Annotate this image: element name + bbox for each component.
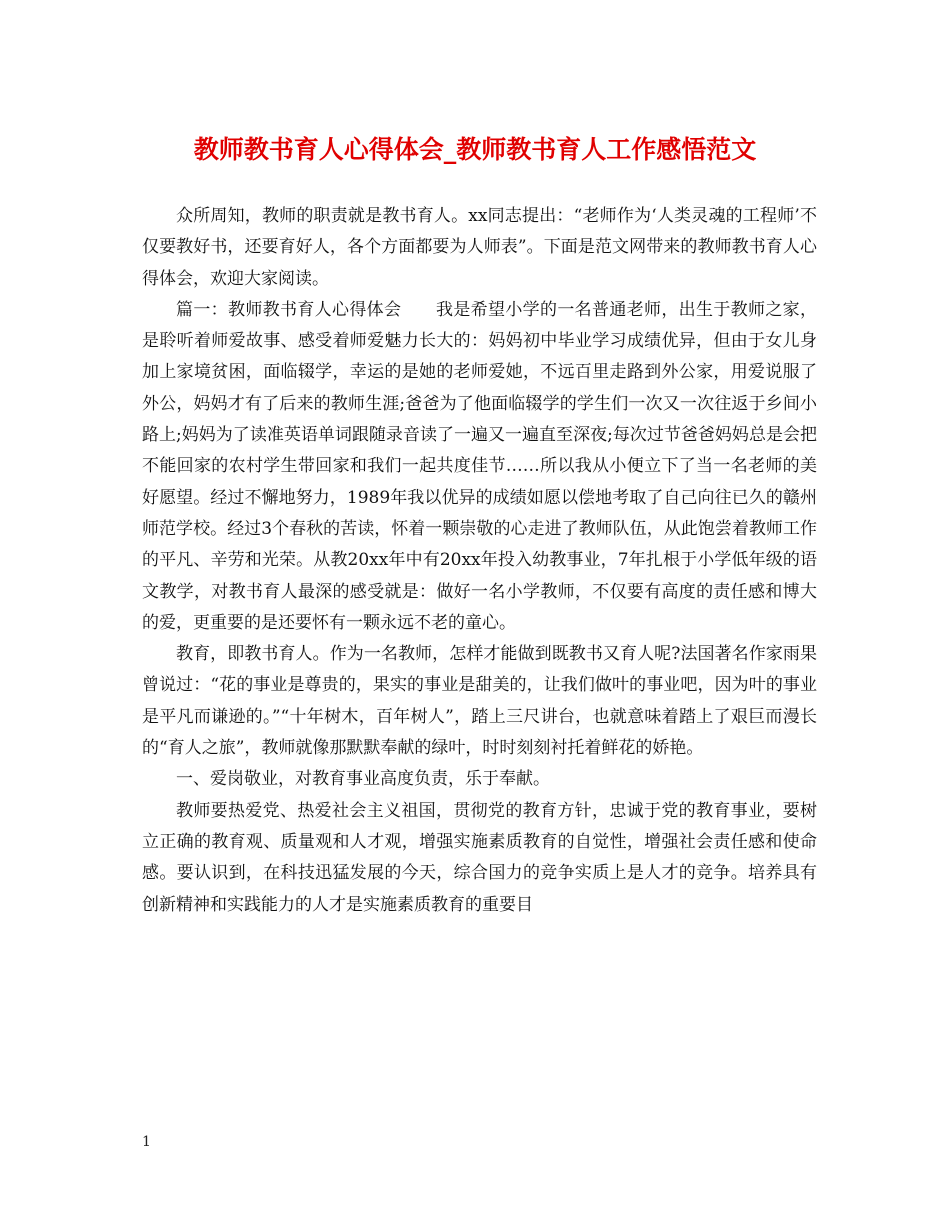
paragraph-education: 教育，即教书育人。作为一名教师，怎样才能做到既教书又育人呢?法国著名作家雨果曾说过：“花的事业是尊贵的，果实的事业是甜美的，让我们做叶的事业吧，因为叶的事业是平凡而谦逊的。”“十年树木，百年树人”，踏上三尺讲台，也就意味着踏上了艰巨而漫长的“育人之旅”，教师就像那默默奉献的绿叶，时时刻刻衬托着鲜花的娇艳。 <box>142 644 817 759</box>
document-body <box>142 201 817 921</box>
paragraph-teacher-duty: 教师要热爱党、热爱社会主义祖国，贯彻党的教育方针，忠诚于党的教育事业，要树立正确的教育观、质量观和人才观，增强实施素质教育的自觉性，增强社会责任感和使命感。要认识到，在科技迅猛发展的今天，综合国力的竞争实质上是人才的竞争。培养具有创新精神和实践能力的人才是实施素质教育的重要目 <box>142 800 817 915</box>
paragraph-heading-one: 一、爱岗敬业，对教育事业高度负责，乐于奉献。 <box>176 769 550 790</box>
paragraph-part-one: 篇一：教师教书育人心得体会 我是希望小学的一名普通老师，出生于教师之家，是聆听着师爱故事、感受着师爱魅力长大的：妈妈初中毕业学习成绩优异，但由于女儿身加上家境贫困，面临辍学，幸运的是她的老师爱她，不远百里走路到外公家，用爱说服了外公，妈妈才有了后来的教师生涯;爸爸为了他面临辍学的学生们一次又一次往返于乡间小路上;妈妈为了读准英语单词跟随录音读了一遍又一遍直至深夜;每次过节爸爸妈妈总是会把不能回家的农村学生带回家和我们一起共度佳节……所以我从小便立下了当一名老师的美好愿望。经过不懈地努力，1989年我以优异的成绩如愿以偿地考取了自己向往已久的赣州师范学校。经过3个春秋的苦读，怀着一颗崇敬的心走进了教师队伍，从此饱尝着教师工作的平凡、辛劳和光荣。从教20xx年中有20xx年投入幼教事业，7年扎根于小学低年级的语文教学，对教书育人最深的感受就是：做好一名小学教师，不仅要有高度的责任感和博大的爱，更重要的是还要怀有一颗永远不老的童心。 <box>142 299 817 633</box>
page-number: 1 <box>142 1134 151 1150</box>
paragraph-intro: 众所周知，教师的职责就是教书育人。xx同志提出：“老师作为‘人类灵魂的工程师’不仅要教好书，还要育好人，各个方面都要为人师表”。下面是范文网带来的教师教书育人心得体会，欢迎大家阅读。 <box>142 206 817 289</box>
document-title: 教师教书育人心得体会_教师教书育人工作感悟范文 <box>193 135 757 164</box>
